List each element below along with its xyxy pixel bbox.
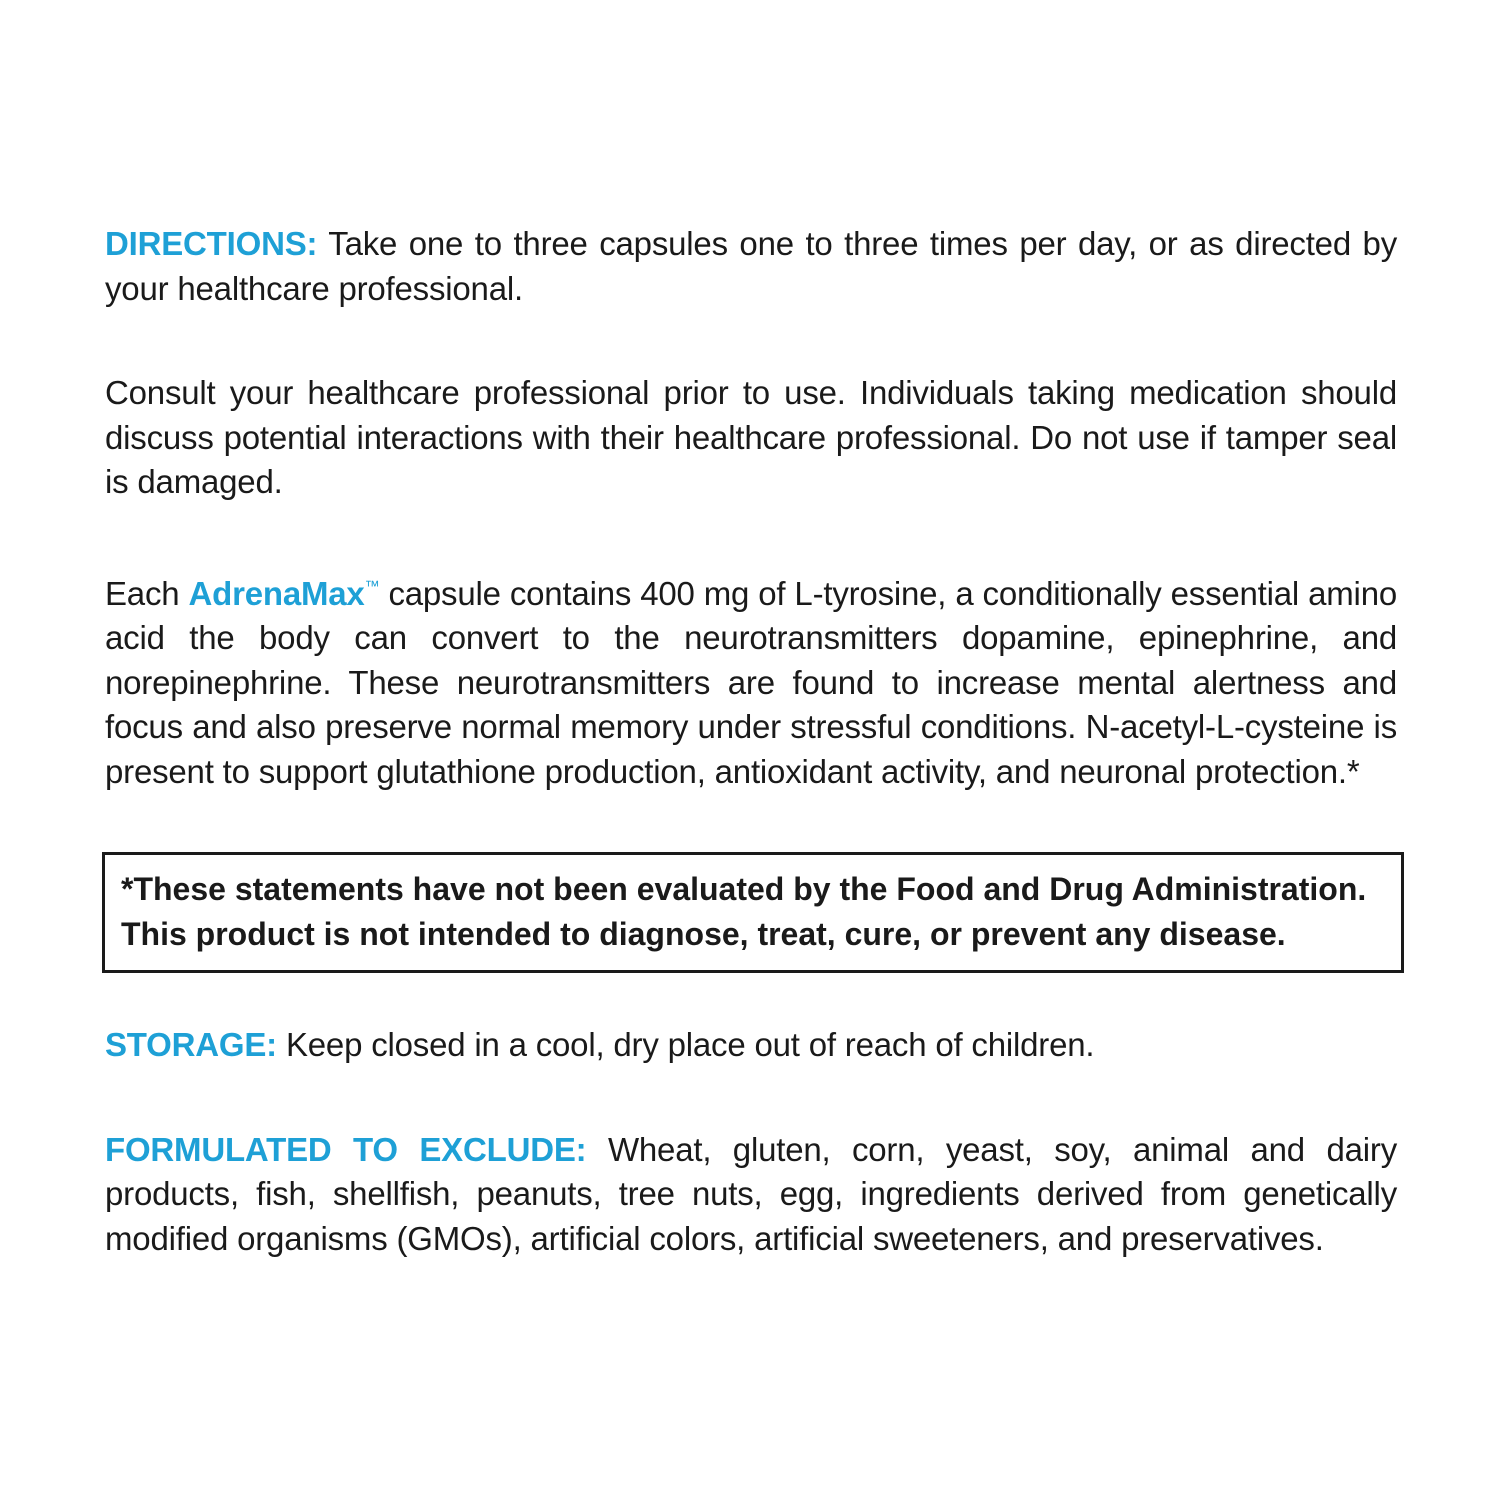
storage-text: Keep closed in a cool, dry place out of reach of children. [276, 1026, 1095, 1063]
label-content [105, 222, 1397, 1261]
description-prefix: Each [105, 574, 189, 612]
directions-paragraph [105, 222, 1397, 311]
description-text: capsule contains 400 mg of L-tyrosine, a conditionally essential amino acid the body can convert to the neurotransmitters dopamine, epinephrine, and norepinephrine. These neurotransmitters are found to increase mental alertness and focus and also preserve normal memory under stressful conditions. N-acetyl-L-cysteine is present to support glutathione production, antioxidant activity, and neuronal protection.* [105, 574, 1397, 790]
exclude-text: Wheat, gluten, corn, yeast, soy, animal and dairy products, fish, shellfish, peanuts, tree nuts, egg, ingredients derived from genetically modified organisms (GMOs), artificial colors, artificial sweeteners, and preservatives. [105, 1130, 1397, 1257]
storage-label: STORAGE: [105, 1026, 277, 1063]
fda-disclaimer-box [102, 852, 1404, 973]
exclude-label: FORMULATED TO EXCLUDE: [105, 1130, 587, 1168]
directions-text: Take one to three capsules one to three times per day, or as directed by your healthcare professional. [105, 225, 1397, 307]
trademark-symbol: ™ [364, 577, 380, 595]
consult-paragraph: Consult your healthcare professional prior to use. Individuals taking medication should discuss potential interactions with their healthcare professional. Do not use if tamper seal is damaged. [105, 374, 1397, 500]
disclaimer-line-2: This product is not intended to diagnose, treat, cure, or prevent any disease. [121, 916, 1286, 952]
exclude-paragraph [105, 1128, 1397, 1262]
directions-label: DIRECTIONS: [105, 225, 318, 262]
disclaimer-line-1: *These statements have not been evaluated by the Food and Drug Administration. [121, 871, 1367, 907]
storage-paragraph [105, 1023, 1397, 1068]
brand-name: AdrenaMax [188, 574, 365, 612]
description-paragraph [105, 565, 1397, 795]
